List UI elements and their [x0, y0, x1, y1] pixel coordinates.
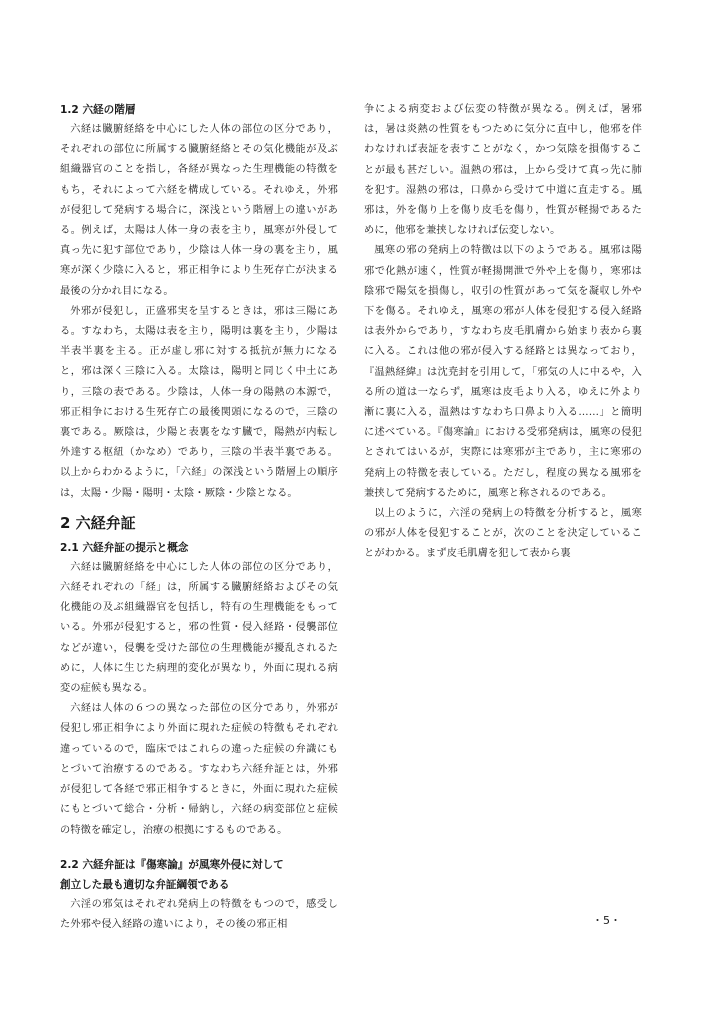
section-1-2-paragraph-2: 外邪が侵犯し，正盛邪実を呈するときは，邪は三陽にある。すなわち，太陽は表を主り，陽明は裏を主り，少陽は半表半裏を主る。正が虚し邪に対する抵抗が無力になると，邪は深く三陰に入る。太陰は，陽明と同じく中土にあり，三陰の表である。少陰は，人体一身の陽熱の本源で，邪正相争における生死存亡の最後関頭になるので，三陰の裏である。厥陰は，少陽と表裏をなす臓で，陽熱が内転し外達する枢紐（かなめ）であり，三陰の半表半裏である。以上からわかるように，「六経」の深浅という階層上の順序は，太陽・少陽・陽明・太陰・厥陰・少陰となる。: [60, 305, 338, 499]
section-2-1-paragraph-1: 六経は臓腑経絡を中心にした人体の部位の区分であり，六経それぞれの「経」は，所属する臓腑経絡およびその気化機能の及ぶ組織器官を包括し，特有の生理機能をもっている。外邪が侵犯すると，邪の性質・侵入経路・侵襲部位などが違い，侵襲を受けた部位の生理機能が擾乱されるために，人体に生じた病理的変化が異なり，外面に現れる病変の症候も異なる。: [60, 561, 338, 695]
section-gap: [60, 841, 338, 855]
section-2-1-paragraph-2: 六経は人体の６つの異なった部位の区分であり，外邪が侵犯し邪正相争により外面に現れた症候の特徴もそれぞれ違っているので，臨床ではこれらの違った症候の弁識にもとづいて治療するのである。すなわち六経弁証とは，外邪が侵犯して各経で邪正相争するときに，外面に現れた症候にもとづいて総合・分析・帰納し，六経の病変部位と症候の特徴を確定し，治療の根拠にするものである。: [60, 703, 338, 836]
section-1-2-heading: 1.2 六経の階層: [60, 104, 136, 116]
left-column: [60, 100, 338, 935]
section-1-2-paragraph-1: 六経は臓腑経絡を中心にした人体の部位の区分であり，それぞれの部位に所属する臓腑経絡とその気化機能が及ぶ組織器官のことを指し，各経が異なった生理機能の特徴をもち，それによって六経を構成している。それゆえ，外邪が侵犯して発病する場合に，深浅という階層上の違いがある。例えば，太陽は人体一身の表を主り，風寒が外侵して真っ先に犯す部位であり，少陰は人体一身の裏を主り，風寒が深く少陰に入ると，邪正相争により生死存亡が決まる最後の分かれ目になる。: [60, 124, 338, 297]
section-2-heading: 2 六経弁証: [60, 513, 136, 532]
section-2-2-heading-line-1: 2.2 六経弁証は『傷寒論』が風寒外侵に対して: [60, 858, 284, 871]
right-column-paragraph-3: 以上のように，六淫の発病上の特徴を分析すると，風寒の邪が人体を侵犯することが，次のことを決定していることがわかる。まず皮毛肌膚を犯して表から裏: [364, 508, 642, 560]
section-2-2-heading-line-2: 創立した最も適切な弁証綱領である: [60, 878, 230, 891]
page-number: ・5・: [592, 914, 621, 927]
section-2-2-paragraph-1: 六淫の邪気はそれぞれ発病上の特徴をもつので，感受した外邪や侵入経路の違いにより，その後の邪正相: [60, 898, 338, 930]
section-2-1-heading: 2.1 六経弁証の提示と概念: [60, 541, 189, 554]
right-column-paragraph-2: 風寒の邪の発病上の特徴は以下のようである。風邪は陽邪で化熱が速く，性質が軽揚開泄で外や上を傷り，寒邪は陰邪で陽気を損傷し，収引の性質があって気を凝収し外や下を傷る。それゆえ，風寒の邪が人体を侵犯する侵入経路は表外からであり，すなわち皮毛肌膚から始まり表から裏に入る。これは他の邪が侵入する経路とは異なっており，『温熱経緯』は沈尭封を引用して，「邪気の人に中るや，入る所の道は一ならず，風寒は皮毛より入る，ゆえに外より漸に裏に入る，温熱はすなわち口鼻より入る……」と簡明に述べている。『傷寒論』における受邪発病は，風寒の侵犯とされてはいるが，実際には寒邪が主であり，主に寒邪の発病上の特徴を表している。ただし，程度の異なる風邪を兼挟して発病するために，風寒と称されるのである。: [364, 245, 642, 499]
right-column-paragraph-1: 争による病変および伝変の特徴が異なる。例えば，暑邪は，暑は炎熱の性質をもつために気分に直中し，他邪を伴わなければ表証を表すことがなく，かつ気陰を損傷することが最も甚だしい。温熱の邪は，上から受けて真っ先に肺を犯す。湿熱の邪は，口鼻から受けて中道に直走する。風邪は，外を傷り上を傷り皮毛を傷り，性質が軽揚であるために，他邪を兼挟しなければ伝変しない。: [364, 104, 642, 237]
right-column: [364, 100, 642, 565]
